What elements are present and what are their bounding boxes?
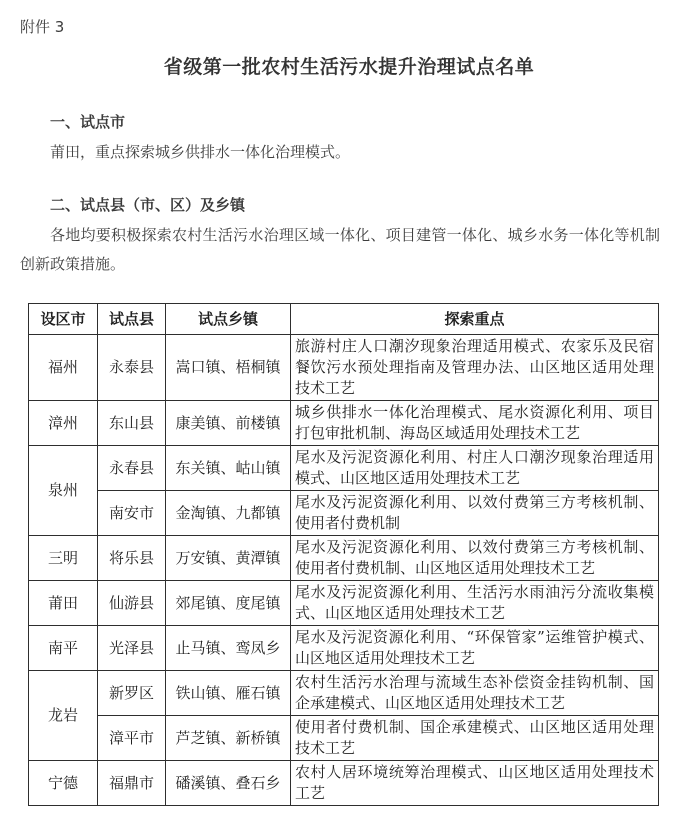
- focus-cell: 尾水及污泥资源化利用、“环保管家”运维管护模式、山区地区适用处理技术工艺: [291, 626, 659, 671]
- city-cell: 南平: [29, 626, 98, 671]
- focus-cell: 尾水及污泥资源化利用、以效付费第三方考核机制、使用者付费机制: [291, 491, 659, 536]
- focus-cell: 尾水及污泥资源化利用、以效付费第三方考核机制、使用者付费机制、山区地区适用处理技术工艺: [291, 536, 659, 581]
- county-cell: 新罗区: [98, 671, 166, 716]
- focus-cell: 尾水及污泥资源化利用、生活污水雨油污分流收集模式、山区地区适用处理技术工艺: [291, 581, 659, 626]
- focus-cell: 旅游村庄人口潮汐现象治理适用模式、农家乐及民宿餐饮污水预处理指南及管理办法、山区地区适用处理技术工艺: [291, 335, 659, 401]
- city-cell: 三明: [29, 536, 98, 581]
- focus-cell: 使用者付费机制、国企承建模式、山区地区适用处理技术工艺: [291, 716, 659, 761]
- towns-cell: 东关镇、岵山镇: [166, 446, 291, 491]
- col-header-city: 设区市: [29, 304, 98, 335]
- county-cell: 福鼎市: [98, 761, 166, 806]
- towns-cell: 康美镇、前楼镇: [166, 401, 291, 446]
- county-cell: 漳平市: [98, 716, 166, 761]
- city-cell: 泉州: [29, 446, 98, 536]
- header-row: [29, 304, 659, 335]
- towns-cell: 嵩口镇、梧桐镇: [166, 335, 291, 401]
- table-row: [29, 626, 659, 671]
- col-header-towns: 试点乡镇: [166, 304, 291, 335]
- city-cell: 莆田: [29, 581, 98, 626]
- table-row: [29, 401, 659, 446]
- city-cell: 漳州: [29, 401, 98, 446]
- focus-cell: 城乡供排水一体化治理模式、尾水资源化利用、项目打包审批机制、海岛区域适用处理技术工艺: [291, 401, 659, 446]
- pilot-table: [28, 303, 659, 806]
- county-cell: 永春县: [98, 446, 166, 491]
- city-cell: 福州: [29, 335, 98, 401]
- city-cell: 宁德: [29, 761, 98, 806]
- focus-cell: 尾水及污泥资源化利用、村庄人口潮汐现象治理适用模式、山区地区适用处理技术工艺: [291, 446, 659, 491]
- towns-cell: 磻溪镇、叠石乡: [166, 761, 291, 806]
- county-cell: 永泰县: [98, 335, 166, 401]
- pilot-table-body: [29, 335, 659, 806]
- col-header-county: 试点县: [98, 304, 166, 335]
- city-cell: 龙岩: [29, 671, 98, 761]
- county-cell: 仙游县: [98, 581, 166, 626]
- section-pilot-city-heading: 一、试点市: [50, 113, 126, 131]
- table-row: [29, 761, 659, 806]
- col-header-focus: 探索重点: [291, 304, 659, 335]
- county-cell: 东山县: [98, 401, 166, 446]
- table-row: [29, 491, 659, 536]
- table-row: [29, 446, 659, 491]
- county-cell: 将乐县: [98, 536, 166, 581]
- towns-cell: 止马镇、鸾凤乡: [166, 626, 291, 671]
- table-row: [29, 671, 659, 716]
- table-row: [29, 581, 659, 626]
- county-cell: 光泽县: [98, 626, 166, 671]
- towns-cell: 铁山镇、雁石镇: [166, 671, 291, 716]
- document-title: 省级第一批农村生活污水提升治理试点名单: [163, 56, 535, 78]
- section-pilot-county-heading: 二、试点县（市、区）及乡镇: [50, 196, 246, 214]
- towns-cell: 芦芝镇、新桥镇: [166, 716, 291, 761]
- towns-cell: 万安镇、黄潭镇: [166, 536, 291, 581]
- towns-cell: 金淘镇、九都镇: [166, 491, 291, 536]
- section-pilot-county-paragraph: 各地均要积极探索农村生活污水治理区域一体化、项目建管一体化、城乡水务一体化等机制创新政策措施。: [20, 226, 660, 273]
- focus-cell: 农村人居环境统筹治理模式、山区地区适用处理技术工艺: [291, 761, 659, 806]
- pilot-table-header: [29, 304, 659, 335]
- focus-cell: 农村生活污水治理与流域生态补偿资金挂钩机制、国企承建模式、山区地区适用处理技术工艺: [291, 671, 659, 716]
- attachment-label: 附件 3: [20, 18, 65, 36]
- county-cell: 南安市: [98, 491, 166, 536]
- table-row: [29, 335, 659, 401]
- section-pilot-city-paragraph: 莆田，重点探索城乡供排水一体化治理模式。: [50, 143, 351, 161]
- table-row: [29, 716, 659, 761]
- table-row: [29, 536, 659, 581]
- towns-cell: 郊尾镇、度尾镇: [166, 581, 291, 626]
